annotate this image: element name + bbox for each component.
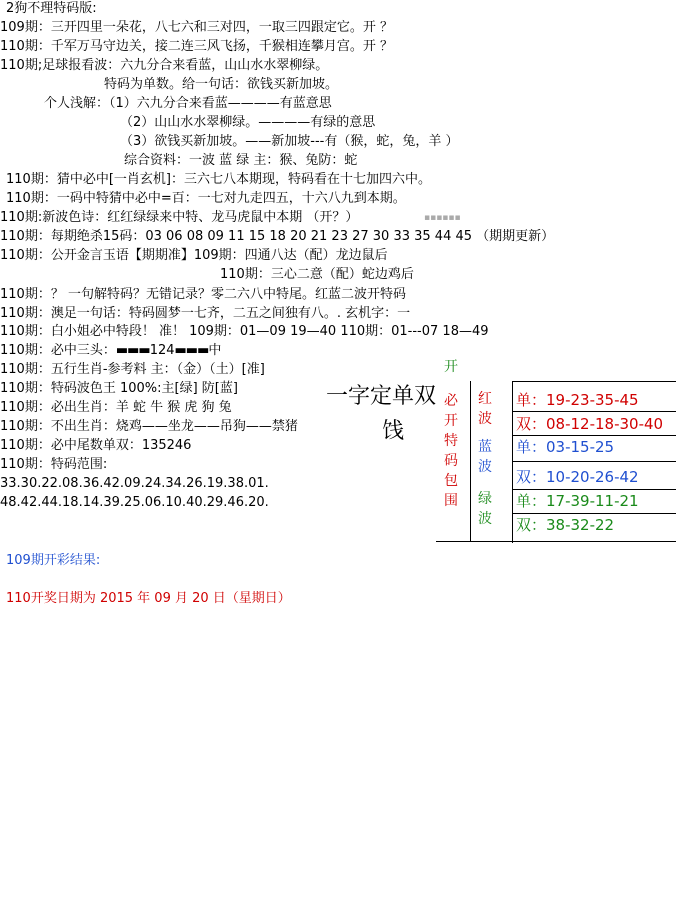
three-heads-line (0, 342, 221, 360)
text-line: 110期:新波色诗：红红绿绿来中特、龙马虎鼠中本期 （开？） (0, 210, 359, 225)
text-line: 110期：每期绝杀15码：03 06 08 09 11 15 18 20 21 23 27 30 33 35 44 45 （期期更新） (0, 229, 555, 244)
three-heads-value: 124 (149, 343, 175, 358)
dot-filler: ▪▪▪▪▪▪ (424, 213, 461, 223)
text-line: 特码为单数。给一句话：欲钱买新加坡。 (104, 77, 339, 92)
text-line: 110期：特码范围: (0, 457, 108, 472)
blue-wave-label: 波 (478, 459, 492, 475)
vertical-char: 开 (444, 413, 458, 429)
big-title: 一字定单双 (326, 384, 437, 409)
color-table (436, 357, 676, 543)
text-line: 110期：五行生肖-参考料 主：（金）（土）[准] (0, 362, 265, 377)
table-row: 双：38-32-22 (516, 516, 615, 534)
text-line: 110期：特码波色王 100%:主[绿] 防[蓝] (0, 381, 238, 396)
draw-date: 110开奖日期为 2015 年 09 月 20 日（星期日） (6, 591, 291, 606)
text-line: 110期：澳足一句话：特码圆梦一七齐，二五之间独有八。. 玄机字：一 (0, 306, 411, 321)
red-wave-label: 波 (478, 411, 492, 427)
big-title-char: 饯 (382, 419, 405, 444)
text-line: 110期;足球报看波：六九分合来看蓝，山山水水翠柳绿。 (0, 58, 329, 73)
vertical-char: 必 (444, 393, 458, 409)
table-row: 单：19-23-35-45 (516, 391, 639, 409)
text-line: 110期：猜中必中[一肖玄机]：三六七八本期现，特码看在十七加四六中。 (6, 172, 431, 187)
green-wave-label: 绿 (478, 491, 492, 507)
text-line: 110期：不出生肖：烧鸡——坐龙——吊狗——禁猪 (0, 419, 298, 434)
vertical-char: 特 (444, 433, 458, 449)
blue-wave-label: 蓝 (478, 439, 492, 455)
text-line: 110期：必中尾数单双：135246 (0, 438, 192, 453)
vertical-char: 围 (444, 493, 458, 509)
text-line: （3）欲钱买新加坡。——新加坡---有（猴，蛇，兔，羊 ） (120, 134, 459, 149)
text-line: 110期：必出生肖：羊 蛇 牛 猴 虎 狗 兔 (0, 400, 232, 415)
number-range-line: 48.42.44.18.14.39.25.06.10.40.29.46.20. (0, 495, 269, 510)
table-row: 双：10-20-26-42 (516, 468, 639, 486)
text-line: 110期：一码中特猜中必中=百：一七对九走四五，十六八九到本期。 (6, 191, 406, 206)
table-row: 单：17-39-11-21 (516, 492, 639, 510)
open-label: 开 (444, 359, 458, 375)
text-line: （2）山山水水翠柳绿。————有绿的意思 (120, 115, 376, 130)
number-range-line: 33.30.22.08.36.42.09.24.34.26.19.38.01. (0, 476, 269, 491)
text-line: 109期：三开四里一朵花，八七六和三对四，一取三四跟定它。开 ？ (0, 20, 393, 35)
vertical-char: 码 (444, 453, 458, 469)
text-line: 110期：千军万马守边关，接二连三风飞扬，千猴相连攀月宫。开 ？ (0, 39, 393, 54)
table-row: 双：08-12-18-30-40 (516, 415, 664, 433)
bar-glyphs: ▬▬▬ (174, 343, 209, 358)
text-line: 个人浅解：（1）六九分合来看蓝————有蓝意思 (44, 96, 332, 111)
header-title: 2狗不理特码版: (6, 1, 97, 16)
text-line: 110期：？ 一句解特码？无错记录？零二六八中特尾。红蓝二波开特码 (0, 287, 406, 302)
bar-glyphs: ▬▬▬ (115, 343, 150, 358)
text-line: 110期：三心二意（配）蛇边鸡后 (220, 267, 414, 282)
text-line: 110期：必中三头： (0, 343, 116, 358)
red-wave-label: 红 (478, 391, 492, 407)
table-row: 单：03-15-25 (516, 438, 615, 456)
three-heads-suffix: 中 (208, 343, 222, 358)
results-label: 109期开彩结果: (6, 553, 101, 568)
text-line: 110期：公开金言玉语【期期准】109期：四通八达（配）龙边鼠后 (0, 248, 388, 263)
vertical-char: 包 (444, 473, 458, 489)
green-wave-label: 波 (478, 511, 492, 527)
text-line: 110期：白小姐必中特段！ 准！ 109期：01—09 19—40 110期：01---07 18—49 (0, 324, 489, 339)
text-line: 综合资料：一波 蓝 绿 主：猴、兔防：蛇 (124, 153, 358, 168)
